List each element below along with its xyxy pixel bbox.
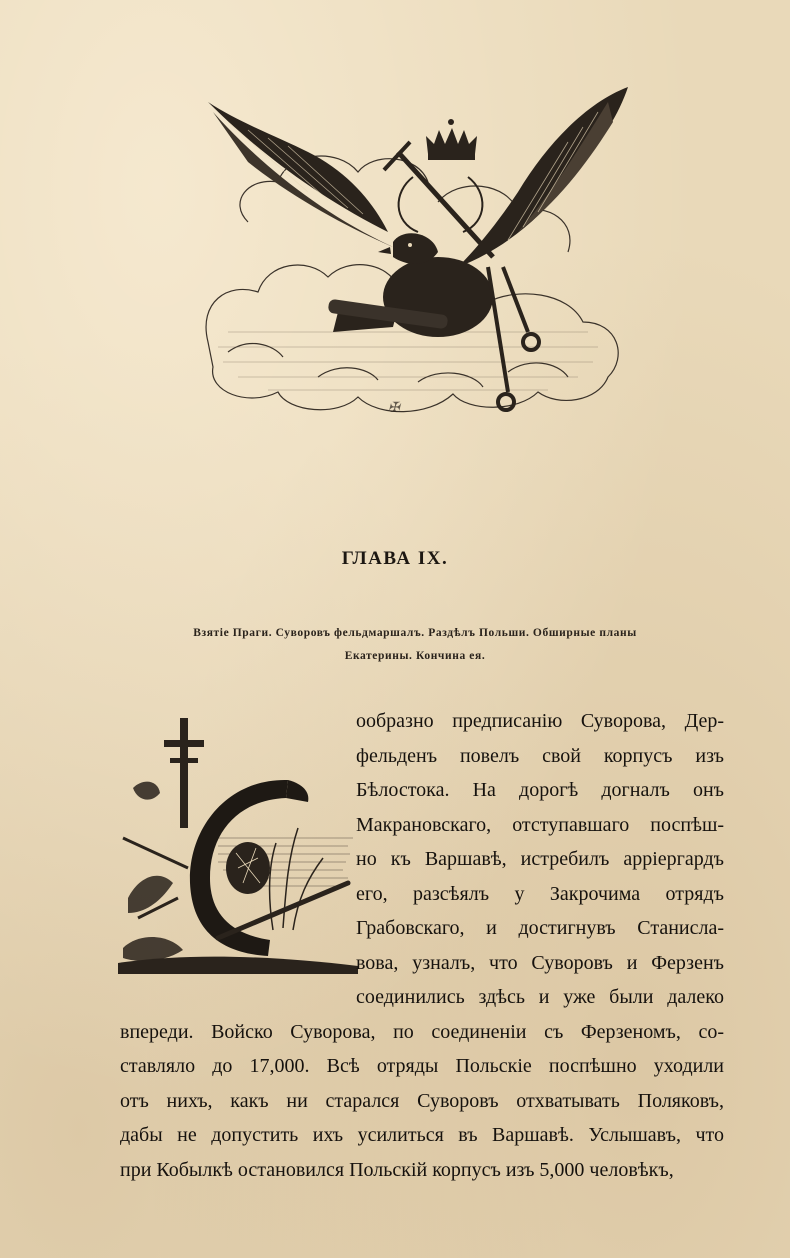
text-line: впереди. Войско Суворова, по соединеніи съ Ферзеномъ, со-	[120, 1020, 724, 1043]
text-line: ообразно предписанію Суворова, Дер-	[356, 710, 724, 732]
text-line: фельденъ повелъ свой корпусъ изъ	[356, 744, 724, 767]
text-line: при Кобылкѣ остановился Польскій корпусъ изъ 5,000 человѣкъ,	[120, 1158, 674, 1181]
text-line: отъ нихъ, какъ ни старался Суворовъ отхватывать Поляковъ,	[120, 1089, 724, 1112]
text-line: дабы не допустить ихъ усилиться въ Варшавѣ. Услышавъ, что	[120, 1124, 724, 1146]
text-line: его, разсѣялъ у Закрочима отрядъ	[356, 882, 724, 905]
eagle-with-crown-sword-keys-icon	[188, 82, 634, 430]
text-line: но къ Варшавѣ, истребилъ арріергардъ	[356, 848, 724, 870]
eagle-vignette	[188, 82, 634, 430]
chapter-summary	[150, 622, 680, 668]
body-text	[120, 704, 724, 1187]
text-line: Грабовскаго, и достигнувъ Станисла-	[356, 917, 724, 939]
text-line: Бѣлостока. На дорогѣ догналъ онъ	[356, 779, 724, 801]
text-line: соединились здѣсь и уже были далеко	[356, 986, 724, 1008]
summary-line: Взятіе Праги. Суворовъ фельдмаршалъ. Раздѣлъ Польши. Обширные планы	[193, 627, 637, 639]
chapter-title: ГЛАВА IX.	[341, 548, 449, 569]
text-line: Макрановскаго, отступавшаго поспѣш-	[356, 813, 724, 836]
summary-line: Екатерины. Кончина ея.	[344, 650, 486, 662]
text-line: ставляло до 17,000. Всѣ отряды Польскіе поспѣшно уходили	[120, 1055, 724, 1077]
svg-text:✠: ✠	[388, 400, 400, 416]
text-line: вова, узналъ, что Суворовъ и Ферзенъ	[356, 951, 724, 974]
